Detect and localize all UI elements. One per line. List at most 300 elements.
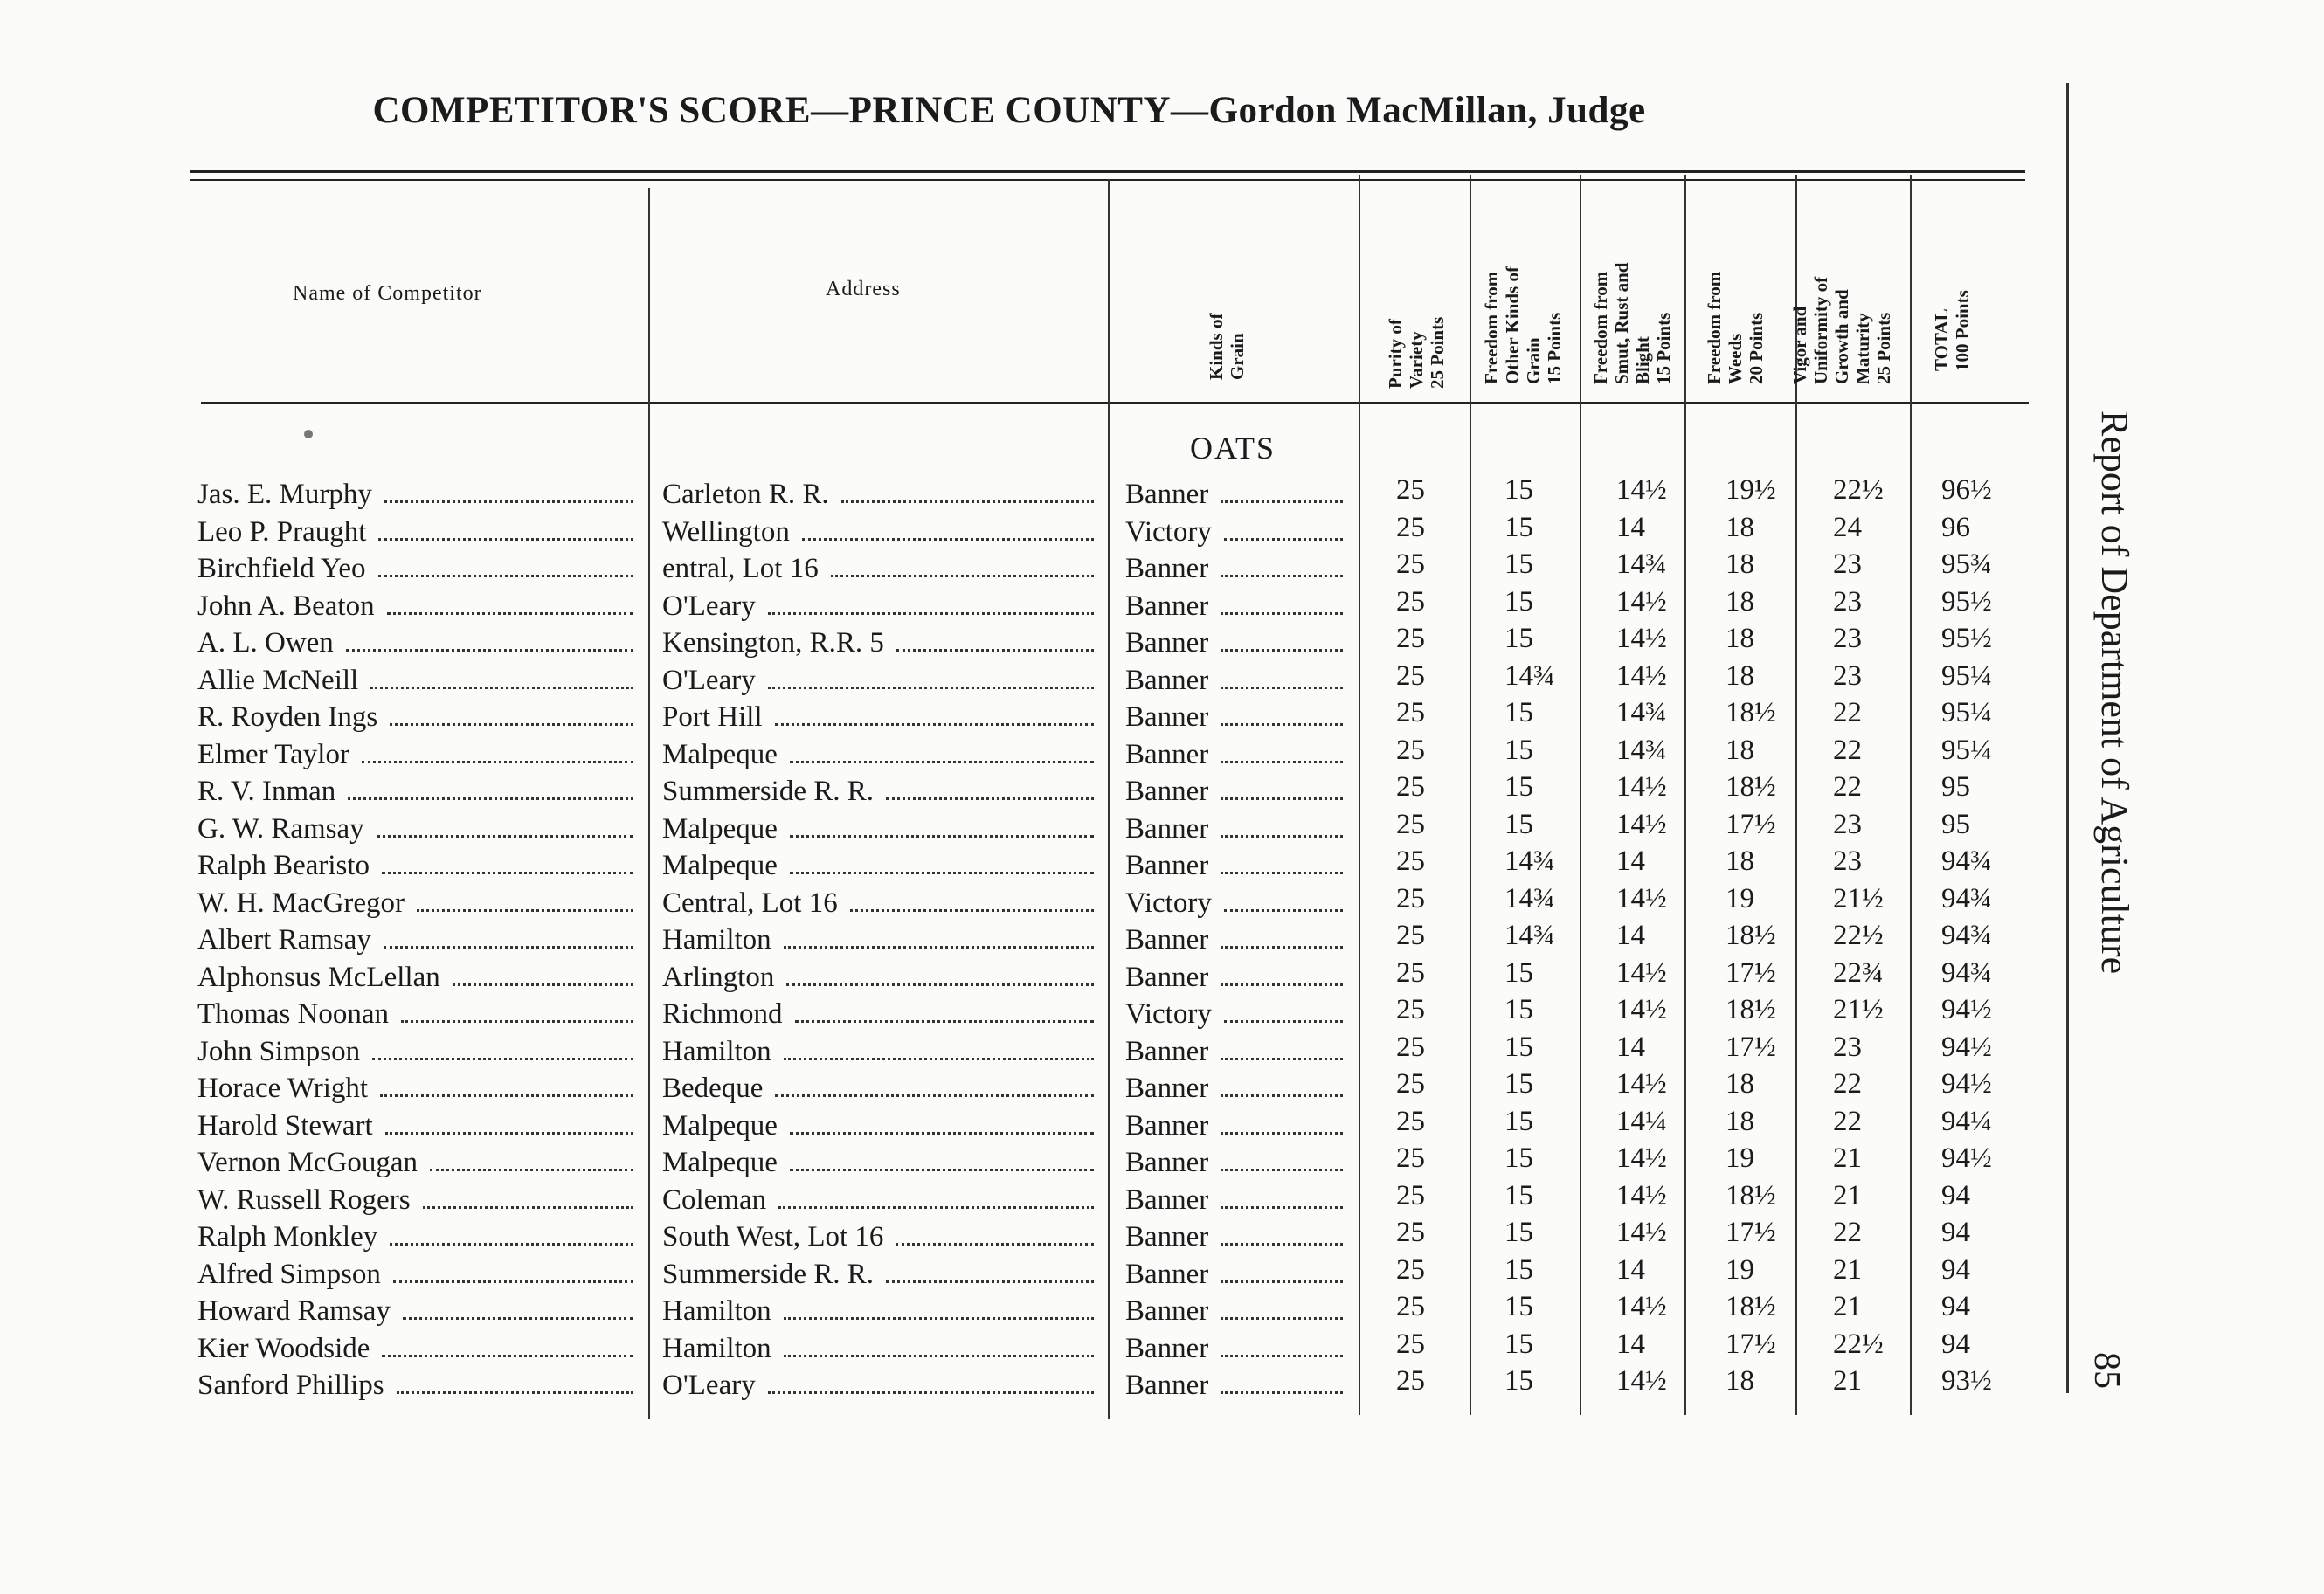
table-row	[0, 1291, 2097, 1328]
purity-score: 25	[1396, 659, 1425, 692]
purity-score: 25	[1396, 549, 1425, 580]
smut-score: 14	[1616, 511, 1645, 543]
competitor-name-cell	[197, 957, 639, 994]
competitor-address-cell	[662, 920, 1099, 956]
leader-dots	[403, 1317, 633, 1320]
leader-dots	[1221, 1243, 1343, 1246]
smut-score: 14½	[1616, 623, 1667, 654]
weeds-score: 19	[1726, 882, 1754, 914]
purity-score: 25	[1396, 623, 1425, 654]
other-grain-score: 14¾	[1504, 920, 1555, 951]
total-score: 96	[1941, 511, 1970, 543]
competitor-address: Carleton R. R.	[662, 479, 829, 510]
leader-dots	[896, 1243, 1094, 1246]
vigor-score: 21	[1833, 1142, 1862, 1174]
competitor-name-cell	[197, 660, 639, 697]
grain-kind: Banner	[1125, 479, 1209, 510]
grain-kind-cell	[1125, 994, 1348, 1031]
other-grain-score: 15	[1504, 1253, 1533, 1286]
grain-kind: Banner	[1125, 961, 1209, 993]
total-score: 94¾	[1941, 845, 1992, 877]
grain-kind: Banner	[1125, 812, 1209, 845]
competitor-name: Jas. E. Murphy	[197, 479, 372, 510]
purity-score: 25	[1396, 808, 1425, 840]
table-row	[0, 809, 2097, 845]
weeds-score: 18½	[1726, 994, 1776, 1025]
competitor-address: Malpeque	[662, 850, 778, 881]
leader-dots	[384, 946, 633, 949]
weeds-score: 17½	[1726, 808, 1776, 840]
competitor-address: Hamilton	[662, 1332, 771, 1364]
smut-score: 14¾	[1616, 549, 1667, 580]
grain-kind: Banner	[1125, 1332, 1209, 1364]
purity-score: 25	[1396, 697, 1425, 728]
grain-kind-cell	[1125, 549, 1348, 585]
competitor-name-cell	[197, 845, 639, 882]
vigor-score: 23	[1833, 845, 1862, 877]
leader-dots	[430, 1169, 633, 1171]
header-address: Address	[826, 278, 901, 300]
competitor-address-cell	[662, 957, 1099, 994]
other-grain-score: 15	[1504, 771, 1533, 803]
header-rule	[201, 402, 2029, 404]
leader-dots	[384, 500, 633, 503]
table-row	[0, 512, 2097, 549]
table-row	[0, 1254, 2097, 1291]
other-grain-score: 15	[1504, 1031, 1533, 1063]
competitor-address-cell	[662, 512, 1099, 549]
other-grain-score: 15	[1504, 1105, 1533, 1137]
purity-score: 25	[1396, 1179, 1425, 1211]
leader-dots	[775, 723, 1094, 726]
grain-kind: Victory	[1125, 998, 1212, 1030]
competitor-name: Albert Ramsay	[197, 924, 371, 956]
leader-dots	[385, 1132, 633, 1135]
competitor-address: Hamilton	[662, 924, 771, 956]
leader-dots	[786, 983, 1094, 986]
header-name: Name of Competitor	[293, 282, 482, 305]
total-score: 94	[1941, 1253, 1970, 1286]
competitor-name-cell	[197, 697, 639, 734]
other-grain-score: 15	[1504, 734, 1533, 766]
leader-dots	[453, 983, 633, 986]
leader-dots	[1221, 1391, 1343, 1394]
leader-dots	[382, 872, 633, 874]
leader-dots	[377, 835, 633, 838]
competitor-name-cell	[197, 512, 639, 549]
purity-score: 25	[1396, 1365, 1425, 1397]
purity-score: 25	[1396, 1031, 1425, 1063]
competitor-address-cell	[662, 1217, 1099, 1253]
purity-score: 25	[1396, 1068, 1425, 1100]
header-smut: Freedom from Smut, Rust and Blight 15 Points	[1590, 262, 1674, 384]
competitor-name: R. V. Inman	[197, 776, 336, 807]
leader-dots	[886, 797, 1094, 800]
competitor-name: Allie McNeill	[197, 664, 359, 696]
leader-dots	[372, 1058, 633, 1060]
competitor-name-cell	[197, 1106, 639, 1142]
header-other: Freedom from Other Kinds of Grain 15 Points	[1481, 266, 1565, 384]
leader-dots	[1221, 1206, 1343, 1209]
grain-kind: Banner	[1125, 924, 1209, 956]
competitor-address-cell	[662, 1142, 1099, 1179]
other-grain-score: 15	[1504, 808, 1533, 840]
table-row	[0, 920, 2097, 956]
leader-dots	[1221, 723, 1343, 726]
competitor-address: Bedeque	[662, 1073, 764, 1104]
vigor-score: 21	[1833, 1253, 1862, 1286]
competitor-address-cell	[662, 1068, 1099, 1105]
vigor-score: 22½	[1833, 920, 1884, 951]
grain-kind-cell	[1125, 735, 1348, 771]
competitor-name: G. W. Ramsay	[197, 812, 364, 845]
competitor-address-cell	[662, 1032, 1099, 1068]
leader-dots	[1221, 946, 1343, 949]
competitor-name: Howard Ramsay	[197, 1295, 391, 1327]
purity-score: 25	[1396, 1217, 1425, 1248]
grain-kind-cell	[1125, 920, 1348, 956]
smut-score: 14½	[1616, 882, 1667, 914]
competitor-address-cell	[662, 660, 1099, 697]
leader-dots	[382, 1355, 633, 1357]
vigor-score: 23	[1833, 585, 1862, 618]
other-grain-score: 15	[1504, 474, 1533, 506]
leader-dots	[784, 946, 1094, 949]
table-row	[0, 1106, 2097, 1142]
competitor-name: Kier Woodside	[197, 1332, 370, 1364]
leader-dots	[387, 612, 633, 615]
vigor-score: 22¾	[1833, 956, 1884, 989]
smut-score: 14	[1616, 845, 1645, 877]
smut-score: 14½	[1616, 1179, 1667, 1211]
leader-dots	[1224, 909, 1343, 912]
purity-score: 25	[1396, 511, 1425, 543]
grain-kind-cell	[1125, 1254, 1348, 1291]
leader-dots	[1221, 500, 1343, 503]
competitor-name: Alfred Simpson	[197, 1258, 381, 1290]
leader-dots	[790, 835, 1094, 838]
leader-dots	[346, 649, 633, 652]
competitor-name-cell	[197, 549, 639, 585]
leader-dots	[1224, 538, 1343, 541]
table-row	[0, 994, 2097, 1031]
grain-kind: Banner	[1125, 850, 1209, 881]
leader-dots	[1221, 1355, 1343, 1357]
smut-score: 14½	[1616, 474, 1667, 506]
total-score: 95	[1941, 808, 1970, 840]
competitor-address-cell	[662, 1106, 1099, 1142]
competitor-name-cell	[197, 809, 639, 845]
grain-kind: Banner	[1125, 1035, 1209, 1067]
smut-score: 14½	[1616, 1217, 1667, 1248]
smut-score: 14½	[1616, 808, 1667, 840]
weeds-score: 18	[1726, 549, 1754, 580]
competitor-address: O'Leary	[662, 590, 756, 622]
competitor-address: Hamilton	[662, 1035, 771, 1067]
leader-dots	[417, 909, 633, 912]
weeds-score: 19	[1726, 1142, 1754, 1174]
vigor-score: 22	[1833, 1068, 1862, 1100]
leader-dots	[401, 1020, 633, 1023]
competitor-name-cell	[197, 1291, 639, 1328]
title-rule-top	[190, 170, 2025, 173]
competitor-name-cell	[197, 1068, 639, 1105]
other-grain-score: 15	[1504, 1179, 1533, 1211]
competitor-address: Richmond	[662, 998, 783, 1030]
total-score: 94½	[1941, 1068, 1992, 1100]
grain-kind-cell	[1125, 586, 1348, 623]
leader-dots	[348, 797, 633, 800]
other-grain-score: 15	[1504, 1328, 1533, 1360]
competitor-name: A. L. Owen	[197, 627, 334, 659]
competitor-name-cell	[197, 1328, 639, 1365]
competitor-address: Malpeque	[662, 1147, 778, 1178]
vigor-score: 23	[1833, 659, 1862, 692]
purity-score: 25	[1396, 1328, 1425, 1360]
table-row	[0, 586, 2097, 623]
header-purity: Purity of Variety 25 Points	[1385, 316, 1448, 389]
competitor-name: Ralph Bearisto	[197, 850, 370, 881]
grain-kind: Banner	[1125, 553, 1209, 584]
leader-dots	[790, 872, 1094, 874]
competitor-address-cell	[662, 697, 1099, 734]
competitor-name-cell	[197, 1142, 639, 1179]
grain-kind: Banner	[1125, 590, 1209, 622]
total-score: 94	[1941, 1179, 1970, 1211]
purity-score: 25	[1396, 1105, 1425, 1137]
smut-score: 14½	[1616, 994, 1667, 1025]
competitor-address: Central, Lot 16	[662, 887, 838, 919]
smut-score: 14½	[1616, 1068, 1667, 1100]
competitor-address-cell	[662, 994, 1099, 1031]
competitor-name-cell	[197, 1217, 639, 1253]
weeds-score: 18½	[1726, 1179, 1776, 1211]
purity-score: 25	[1396, 585, 1425, 618]
other-grain-score: 15	[1504, 1365, 1533, 1397]
grain-kind-cell	[1125, 1180, 1348, 1217]
competitor-address-cell	[662, 1180, 1099, 1217]
total-score: 94	[1941, 1328, 1970, 1360]
smut-score: 14¾	[1616, 734, 1667, 766]
weeds-score: 18	[1726, 1365, 1754, 1397]
smut-score: 14	[1616, 1253, 1645, 1286]
competitor-name: Leo P. Praught	[197, 515, 367, 548]
leader-dots	[850, 909, 1094, 912]
total-score: 95½	[1941, 585, 1992, 618]
other-grain-score: 15	[1504, 511, 1533, 543]
table-row	[0, 1032, 2097, 1068]
purity-score: 25	[1396, 882, 1425, 914]
competitor-name-cell	[197, 623, 639, 659]
grain-kind-cell	[1125, 809, 1348, 845]
smut-score: 14	[1616, 920, 1645, 951]
leader-dots	[775, 1094, 1094, 1097]
weeds-score: 18	[1726, 845, 1754, 877]
total-score: 94¾	[1941, 920, 1992, 951]
vigor-score: 24	[1833, 511, 1862, 543]
smut-score: 14	[1616, 1031, 1645, 1063]
weeds-score: 17½	[1726, 956, 1776, 989]
smut-score: 14½	[1616, 585, 1667, 618]
competitor-address: Malpeque	[662, 1109, 778, 1142]
grain-kind-cell	[1125, 1068, 1348, 1105]
table-row	[0, 735, 2097, 771]
leader-dots	[886, 1280, 1094, 1283]
grain-kind: Banner	[1125, 1221, 1209, 1252]
leader-dots	[831, 575, 1094, 577]
leader-dots	[790, 761, 1094, 763]
grain-kind-cell	[1125, 845, 1348, 882]
table-row	[0, 697, 2097, 734]
vigor-score: 22½	[1833, 474, 1884, 506]
grain-kind: Victory	[1125, 887, 1212, 919]
competitor-name-cell	[197, 586, 639, 623]
leader-dots	[1221, 1169, 1343, 1171]
grain-kind: Banner	[1125, 1147, 1209, 1178]
grain-kind: Banner	[1125, 776, 1209, 807]
competitor-name-cell	[197, 474, 639, 511]
total-score: 94¾	[1941, 882, 1992, 914]
leader-dots	[1221, 1280, 1343, 1283]
competitor-address-cell	[662, 549, 1099, 585]
competitor-address: entral, Lot 16	[662, 553, 819, 584]
leader-dots	[1221, 983, 1343, 986]
leader-dots	[768, 1391, 1094, 1394]
leader-dots	[1221, 1058, 1343, 1060]
vigor-score: 23	[1833, 623, 1862, 654]
competitor-address-cell	[662, 845, 1099, 882]
competitor-address-cell	[662, 809, 1099, 845]
competitor-address: O'Leary	[662, 664, 756, 696]
other-grain-score: 15	[1504, 956, 1533, 989]
competitor-name: Sanford Phillips	[197, 1370, 384, 1401]
other-grain-score: 15	[1504, 623, 1533, 654]
competitor-name: Thomas Noonan	[197, 998, 390, 1030]
vigor-score: 23	[1833, 1031, 1862, 1063]
competitor-name-cell	[197, 1254, 639, 1291]
weeds-score: 18½	[1726, 771, 1776, 803]
leader-dots	[790, 1169, 1094, 1171]
grain-kind: Banner	[1125, 1073, 1209, 1104]
smut-score: 14¼	[1616, 1105, 1667, 1137]
competitor-name-cell	[197, 735, 639, 771]
other-grain-score: 15	[1504, 549, 1533, 580]
total-score: 94	[1941, 1217, 1970, 1248]
competitor-name: Alphonsus McLellan	[197, 961, 440, 993]
leader-dots	[390, 1243, 633, 1246]
competitor-address-cell	[662, 623, 1099, 659]
weeds-score: 18	[1726, 511, 1754, 543]
side-running-title: Report of Department of Agriculture	[2093, 411, 2136, 975]
smut-score: 14½	[1616, 659, 1667, 692]
total-score: 95	[1941, 771, 1970, 803]
competitor-name: Ralph Monkley	[197, 1221, 378, 1252]
smut-score: 14	[1616, 1328, 1645, 1360]
leader-dots	[390, 723, 633, 726]
grain-kind: Banner	[1125, 738, 1209, 770]
weeds-score: 18½	[1726, 697, 1776, 728]
vigor-score: 22	[1833, 697, 1862, 728]
grain-kind: Banner	[1125, 1258, 1209, 1290]
weeds-score: 18	[1726, 1068, 1754, 1100]
competitor-name: Harold Stewart	[197, 1109, 373, 1142]
leader-dots	[378, 575, 634, 577]
grain-kind: Banner	[1125, 1183, 1209, 1216]
leader-dots	[1224, 1020, 1343, 1023]
total-score: 93½	[1941, 1365, 1992, 1397]
competitor-name-cell	[197, 994, 639, 1031]
leader-dots	[768, 687, 1094, 689]
competitor-name-cell	[197, 1032, 639, 1068]
competitor-address: Coleman	[662, 1183, 767, 1216]
vigor-score: 21	[1833, 1365, 1862, 1397]
total-score: 94¼	[1941, 1105, 1992, 1137]
weeds-score: 19	[1726, 1253, 1754, 1286]
purity-score: 25	[1396, 734, 1425, 766]
leader-dots	[784, 1317, 1094, 1320]
weeds-score: 18	[1726, 734, 1754, 766]
purity-score: 25	[1396, 474, 1425, 506]
grain-kind-cell	[1125, 957, 1348, 994]
smut-score: 14½	[1616, 771, 1667, 803]
vigor-score: 23	[1833, 549, 1862, 580]
purity-score: 25	[1396, 771, 1425, 803]
other-grain-score: 15	[1504, 1291, 1533, 1322]
competitor-name: W. H. MacGregor	[197, 887, 405, 919]
grain-kind: Banner	[1125, 1295, 1209, 1327]
table-row	[0, 1180, 2097, 1217]
vigor-score: 21½	[1833, 882, 1884, 914]
grain-kind-cell	[1125, 660, 1348, 697]
section-heading-oats: OATS	[1190, 431, 1276, 466]
competitor-address-cell	[662, 1328, 1099, 1365]
leader-dots	[768, 612, 1094, 615]
leader-dots	[1221, 797, 1343, 800]
leader-dots	[378, 538, 633, 541]
smut-score: 14½	[1616, 1291, 1667, 1322]
grain-kind-cell	[1125, 1217, 1348, 1253]
competitor-address: South West, Lot 16	[662, 1221, 884, 1252]
table-row	[0, 549, 2097, 585]
table-row	[0, 1068, 2097, 1105]
leader-dots	[795, 1020, 1095, 1023]
leader-dots	[370, 687, 633, 689]
leader-dots	[784, 1058, 1094, 1060]
competitor-name-cell	[197, 920, 639, 956]
table-row	[0, 1217, 2097, 1253]
leader-dots	[1221, 872, 1343, 874]
table-row	[0, 660, 2097, 697]
competitor-name-cell	[197, 1180, 639, 1217]
purity-score: 25	[1396, 920, 1425, 951]
purity-score: 25	[1396, 1253, 1425, 1286]
purity-score: 25	[1396, 1291, 1425, 1322]
vigor-score: 22	[1833, 1217, 1862, 1248]
purity-score: 25	[1396, 1142, 1425, 1174]
competitor-address: Arlington	[662, 961, 775, 993]
grain-kind-cell	[1125, 771, 1348, 808]
leader-dots	[1221, 612, 1343, 615]
vigor-score: 23	[1833, 808, 1862, 840]
grain-kind: Victory	[1125, 515, 1212, 548]
grain-kind: Banner	[1125, 627, 1209, 659]
vigor-score: 22	[1833, 771, 1862, 803]
leader-dots	[790, 1132, 1094, 1135]
smut-score: 14½	[1616, 1365, 1667, 1397]
weeds-score: 18	[1726, 585, 1754, 618]
table-row	[0, 957, 2097, 994]
weeds-score: 18½	[1726, 1291, 1776, 1322]
